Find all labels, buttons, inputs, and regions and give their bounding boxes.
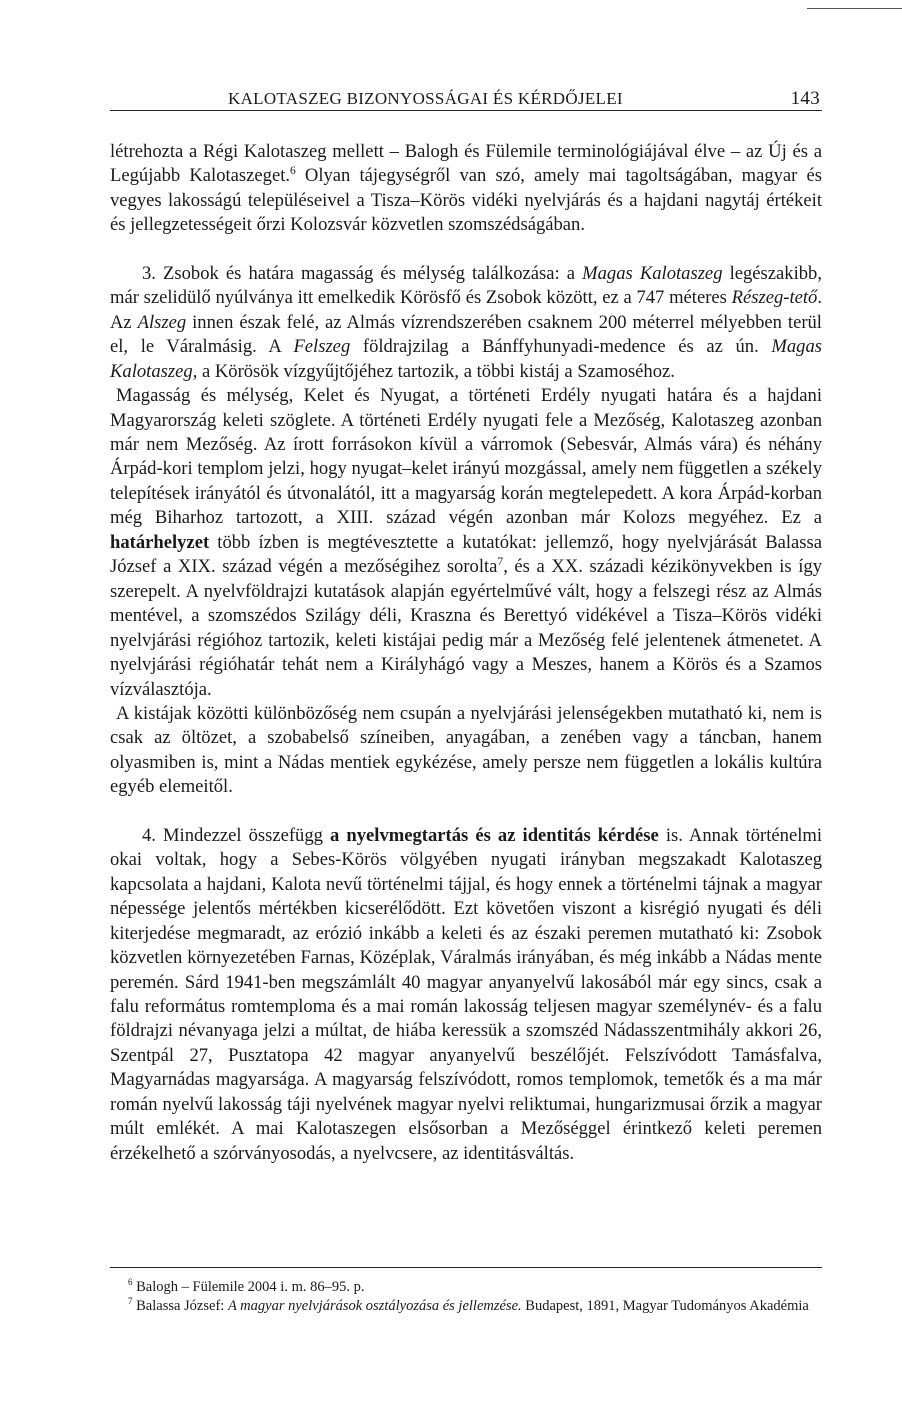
page-number: 143 — [790, 88, 820, 109]
footnotes — [110, 1278, 822, 1316]
paragraph-3: Magasság és mélység, Kelet és Nyugat, a történeti Erdély nyugati határa és a hajdani Magyarország keleti szöglete. A történeti Erdély nyugati fele a Mezőség, Kalotaszeg azonban már nem Mezőség. Az írott forrásokon kívül a várromok (Sebesvár, Almás vára) és néhány Árpád-kori templom jelzi, hogy nyugat–kelet irányú mozgással, amely nem független a székely telepítések irányától és útvonalától, itt a magyarság korán megtelepedett. A kora Árpád-korban még Biharhoz tartozott, a XIII. század végén azonban már Kolozs megyéhez. Ez a határhelyzet több ízben is megtévesztette a kutatókat: jellemző, hogy nyelvjárását Balassa József a XIX. század végén a mezőségihez sorolta$^7$, és a XX. századi kézikönyvekben is így szerepelt. A nyelvföldrajzi kutatások alapján egyértelművé vált, hogy a felszegi rész az Almás mentével, a szomszédos Szilágy déli, Kraszna és Berettyó vidékével a Tisza–Körös vidéki nyelvjárási régióhoz tartozik, keleti kistájai pedig már a Mezőség felé jelentenek átmenetet. A nyelvjárási régióhatár tehát nem a Királyhágó vagy a Meszes, hanem a Körös és a Szamos vízválasztója. — [110, 385, 822, 700]
main-text — [110, 140, 822, 1166]
paragraph-section-3: 3. Zsobok és határa magasság és mélység találkozása: a Magas Kalotaszeg legészakibb, már szelidülő nyúlványa itt emelkedik Körösfő és Zsobok között, ez a 747 méteres Részeg-tető. Az Alszeg innen észak felé, az Almás vízrendszerében csaknem 200 méterrel mélyebben terül el, le Váralmásig. A Felszeg földrajzilag a Bánffyhunyadi-medence és az ún. Magas Kalotaszeg, a Körösök vízgyűjtőjéhez tartozik, a többi kistáj a Szamoséhoz. — [110, 262, 822, 382]
running-header — [110, 88, 822, 111]
footnote-7: $^7$ Balassa József: A magyar nyelvjárások osztályozása és jellemzése. Budapest, 1891, Magyar Tudományos Akadémia — [128, 1296, 809, 1314]
footnote-divider — [110, 1267, 822, 1268]
paragraph-section-4: 4. Mindezzel összefügg a nyelvmegtartás és az identitás kérdése is. Annak történelmi okai voltak, hogy a Sebes-Körös völgyében nyugati irányban megszakadt Kalotaszeg kapcsolata a hajdani, Kalota nevű történelmi tájjal, és hogy ennek a történelmi tájnak a magyar népessége jelentős mértékben kicserélődött. Ezt követően viszont a kisrégió nyugati és déli kiterjedése megmaradt, az erózió inkább a keleti és az északi peremen mutatható ki: Zsobok közvetlen környezetében Farnas, Középlak, Váralmás irányában, és még inkább a Nádas mente peremén. Sárd 1941-ben megszámlált 40 magyar anyanyelvű lakosából már egy sincs, csak a falu református romtemploma és a mai román lakosság teljesen magyar személynév- és a falu földrajzi névanyaga jelzi a múltat, de hiába keressük a szomszéd Nádasszentmihály akkori 26, Szentpál 27, Pusztatopa 42 magyar anyanyelvű beszélőjét. Felszívódott Tamásfalva, Magyarnádas magyarsága. A magyarság felszívódott, romos templomok, temetők és a ma már román nyelvű lakosság táji nyelvének magyar nyelvi reliktumai, hungarizmusai őrzik a magyar múlt emlékét. A mai Kalotaszegen elsősorban a Mezőséggel érintkező keleti peremen érzékelhető a szórványosodás, a nyelvcsere, az identitásváltás. — [110, 824, 822, 1164]
paragraph-4: A kistájak közötti különbözőség nem csupán a nyelvjárási jelenségekben mutatható ki, nem is csak az öltözet, a szobabelső színeiben, anyagában, a zenében vagy a táncban, hanem olyasmiben is, mint a Nádas mentiek egykézése, amely persze nem független a lokális kultúra egyéb elemeitől. — [110, 702, 822, 798]
running-title: KALOTASZEG BIZONYOSSÁGAI ÉS KÉRDŐJELEI — [228, 89, 623, 108]
footnote-ref-7[interactable]: 7 — [497, 556, 504, 569]
footnote-6: $^6$ Balogh – Fülemile 2004 i. m. 86–95. p. — [128, 1277, 365, 1295]
paragraph-1: létrehozta a Régi Kalotaszeg mellett – Balogh és Fülemile terminológiájával élve – az Új és a Legújabb Kalotaszeget.$^6$ Olyan tájegységről van szó, amely mai tagoltságában, magyar és vegyes lakosságú településeivel a Tisza–Körös vidéki nyelvjárás és a hajdani nagytáj értékeit és jellegzetességeit őrzi Kolozsvár közvetlen szomszédságában. — [110, 141, 822, 236]
footnote-ref-6[interactable]: 6 — [290, 165, 296, 178]
scan-edge-line — [807, 8, 902, 9]
